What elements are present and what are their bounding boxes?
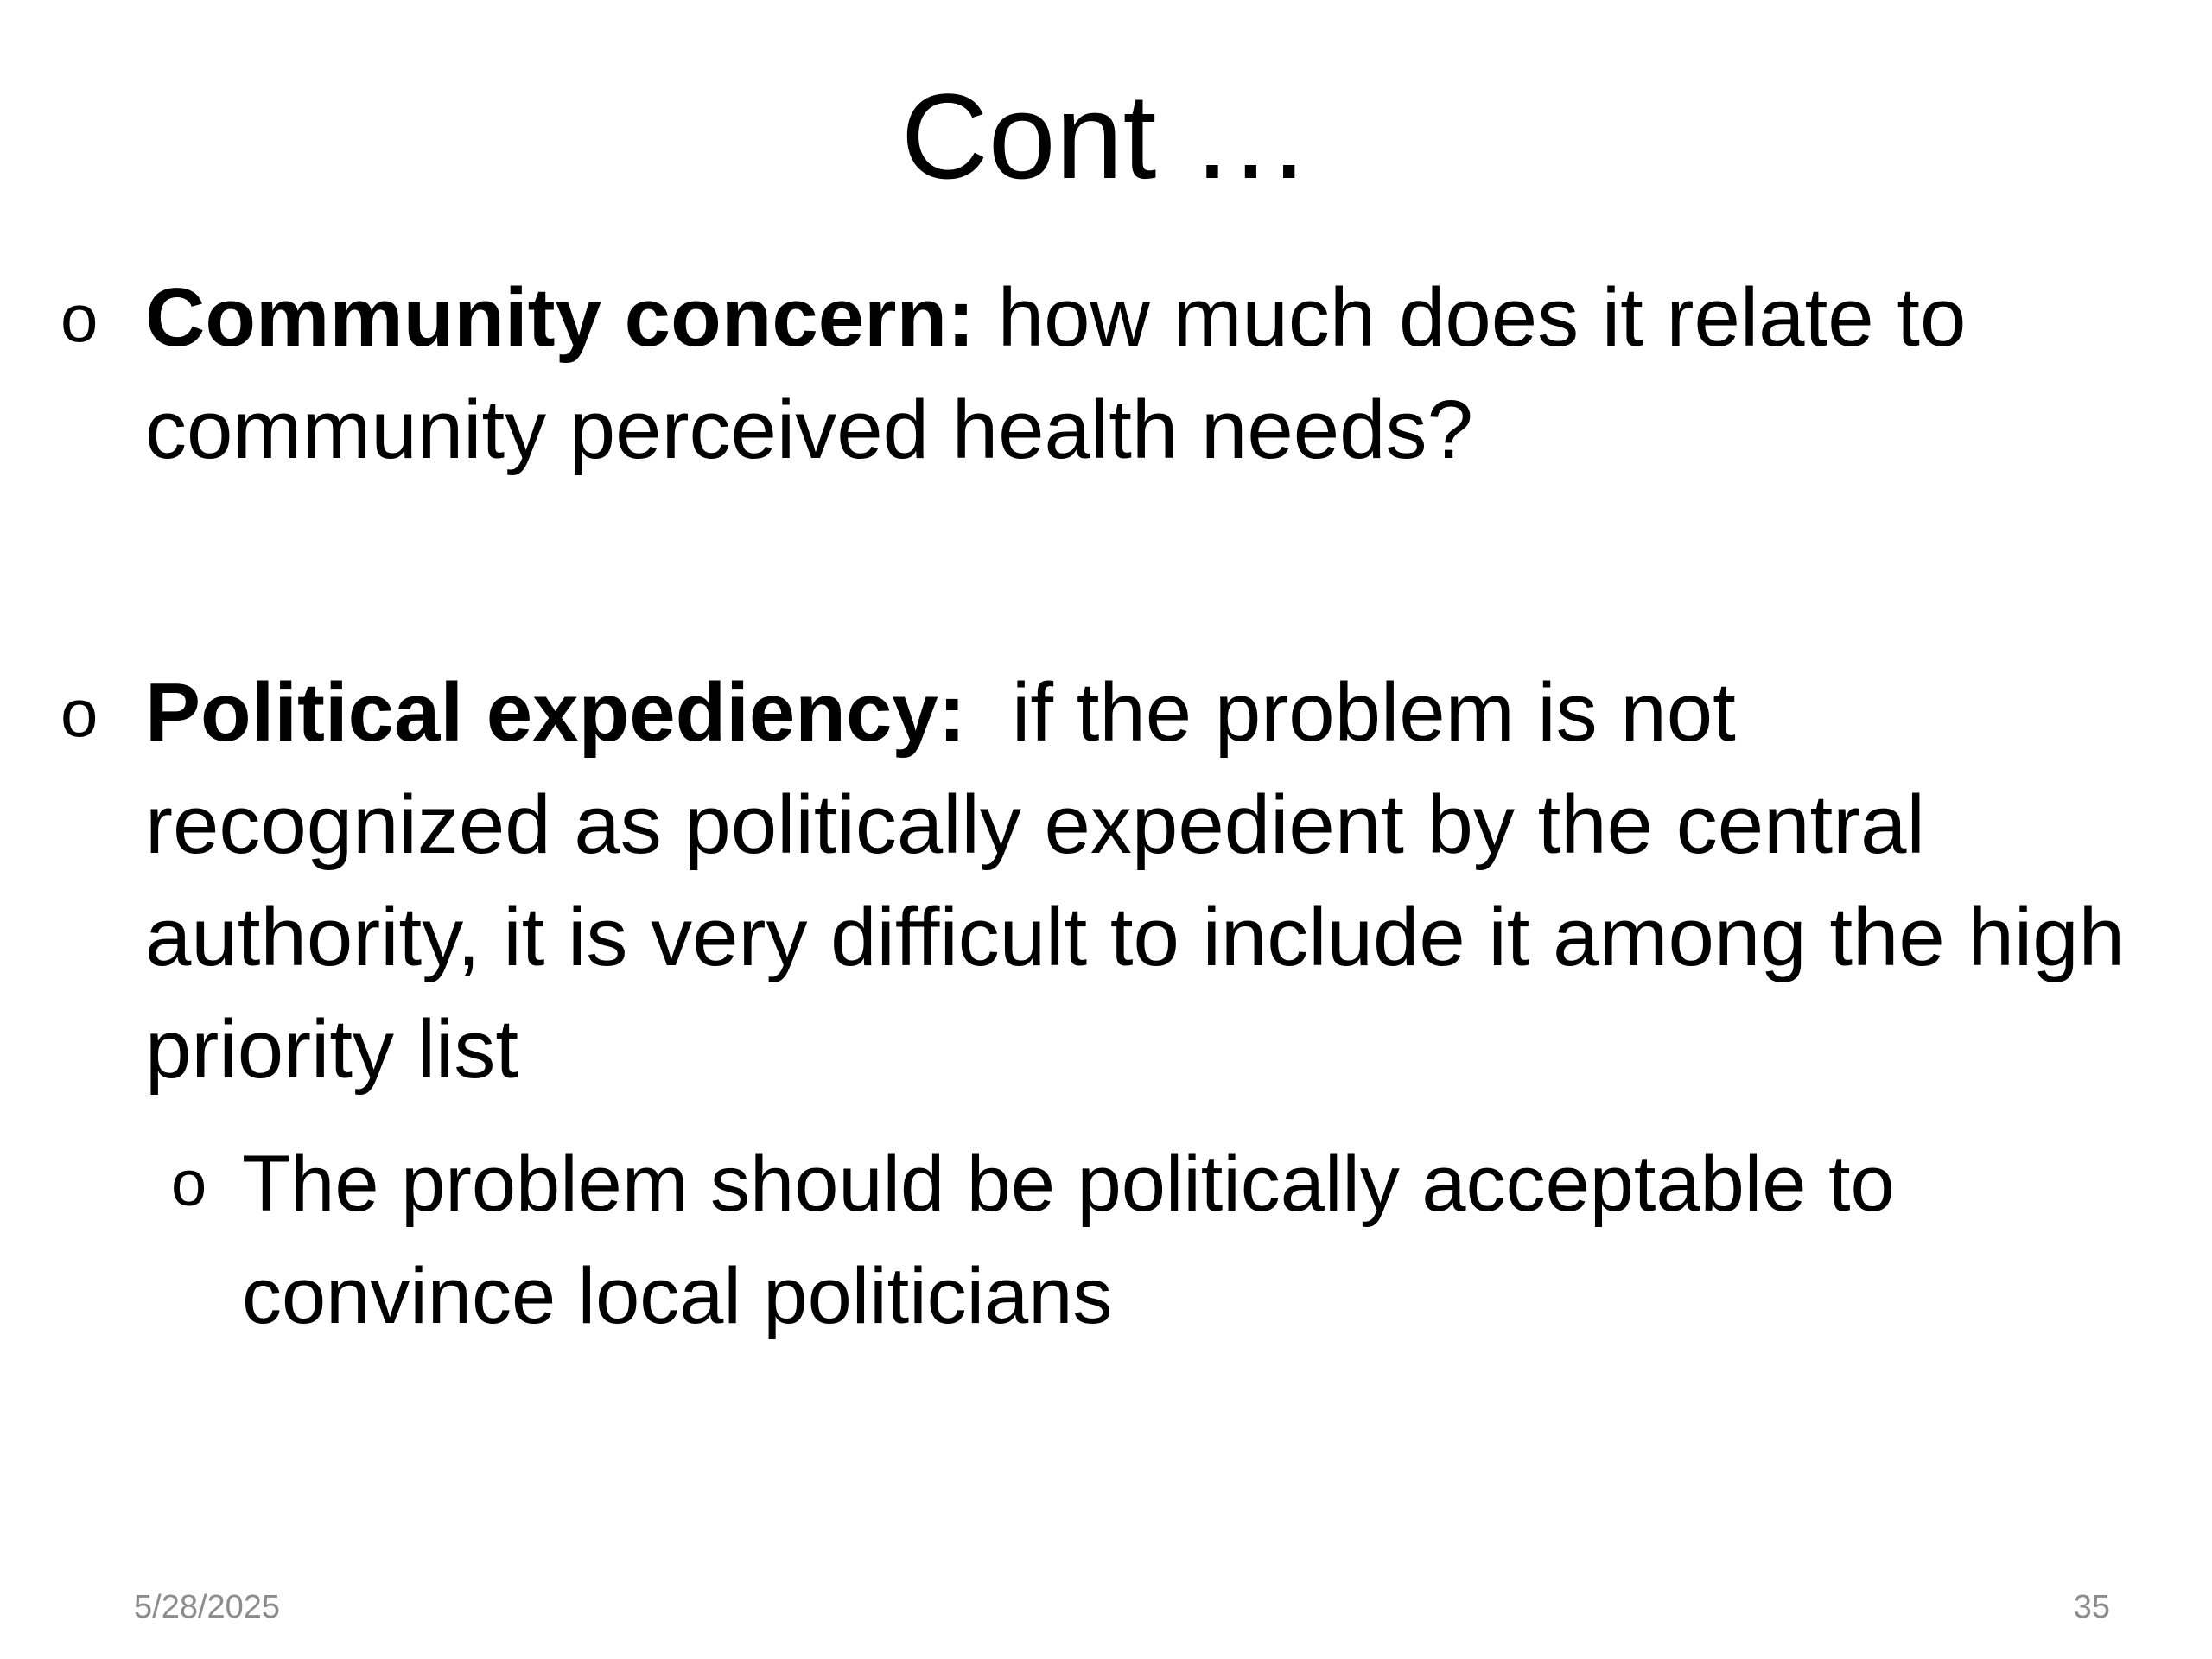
footer-date: 5/28/2025 — [134, 1589, 281, 1625]
bullet-description: if the problem is not recognized as politically expedient by the central authority, it is very difficult to include it among the high priority list — [145, 666, 2125, 1096]
bullet-marker: o — [60, 675, 99, 751]
sub-bullet-marker: o — [171, 1147, 207, 1219]
sub-bullet-politically-acceptable — [171, 1128, 2150, 1352]
bullet-political-expediency — [60, 657, 2152, 1106]
bullet-text — [145, 657, 2152, 1106]
footer-page-number: 35 — [2073, 1589, 2110, 1625]
bullet-term: Community concern: — [145, 271, 976, 364]
bullet-community-concern — [60, 262, 2152, 486]
bullet-description: how much does it relate to community perceived health needs? — [145, 271, 1967, 476]
slide-title: Cont … — [900, 68, 1312, 204]
sub-bullet-text: The problem should be politically acceptable to convince local politicians — [242, 1140, 1895, 1340]
bullet-marker: o — [60, 280, 99, 356]
bullet-text — [145, 262, 2152, 486]
bullet-term: Political expediency: — [145, 666, 966, 759]
